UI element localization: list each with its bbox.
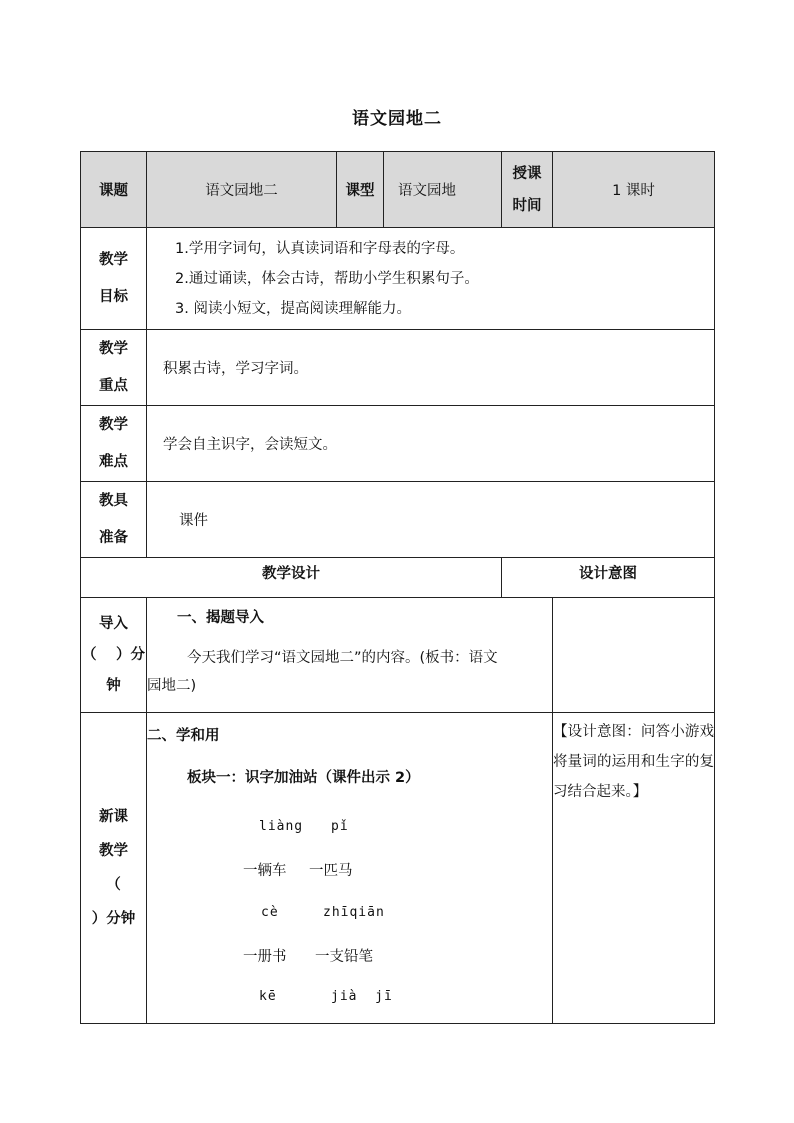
- objectives-row: [81, 228, 715, 330]
- block-title: 板块一：识字加油站（课件出示 2）: [187, 770, 420, 786]
- materials-label: [81, 482, 147, 558]
- pinyin-pi: pǐ: [331, 819, 349, 834]
- time-label: [502, 152, 553, 228]
- type-label: 课型: [337, 152, 384, 228]
- difficulties-label: [81, 406, 147, 482]
- intro-text-line-1: 今天我们学习“语文园地二”的内容。(板书：语文: [187, 650, 498, 666]
- pinyin-liang: liàng: [259, 819, 304, 834]
- type-value: 语文园地: [384, 152, 502, 228]
- objective-item: 2.通过诵读，体会古诗，帮助小学生积累句子。: [175, 270, 479, 287]
- new-lesson-content: [147, 713, 553, 1024]
- new-lesson-label-line-4: ）分钟: [91, 911, 136, 927]
- measure-word-exercise: [147, 795, 552, 1010]
- difficulties-label-line-2: 难点: [99, 453, 128, 470]
- objectives-label-line-2: 目标: [99, 288, 128, 305]
- key-points-text: 积累古诗，学习字词。: [147, 330, 715, 406]
- objective-item: 1.学用字词句，认真读词语和字母表的字母。: [175, 240, 465, 257]
- pinyin-jia-ji: jià jī: [331, 989, 393, 1004]
- word-yi-zhi-qian-bi: 一支铅笔: [315, 949, 373, 965]
- time-label-line-1: 授课: [512, 165, 542, 182]
- materials-label-line-1: 教具: [99, 492, 128, 509]
- time-value: 1 课时: [553, 152, 715, 228]
- key-points-label: [81, 330, 147, 406]
- difficulties-row: [81, 406, 715, 482]
- objectives-label-line-1: 教学: [99, 251, 128, 268]
- difficulties-text: 学会自主识字，会读短文。: [147, 406, 715, 482]
- design-heading: 教学设计: [81, 558, 502, 598]
- new-lesson-label-line-2: 教学: [99, 843, 128, 859]
- intro-label-line-2: （ ）分: [81, 646, 146, 663]
- new-lesson-heading: 二、学和用: [147, 728, 220, 744]
- materials-label-line-2: 准备: [99, 529, 128, 546]
- course-label: 课题: [81, 152, 147, 228]
- course-value: 语文园地二: [147, 152, 337, 228]
- objectives-label: [81, 228, 147, 330]
- intro-heading: 一、揭题导入: [177, 610, 264, 626]
- intro-intent: [553, 598, 715, 713]
- pinyin-zhiqian: zhīqiān: [323, 905, 385, 920]
- lesson-plan-table: [80, 151, 715, 1024]
- new-lesson-label-line-1: 新课: [99, 809, 128, 825]
- intro-text-line-2: 园地二): [147, 678, 197, 694]
- key-points-row: [81, 330, 715, 406]
- intro-label: [81, 598, 147, 713]
- new-lesson-row: [81, 713, 715, 1024]
- pinyin-ce: cè: [261, 905, 279, 920]
- intro-content: [147, 598, 553, 713]
- new-lesson-label-line-3: （: [106, 877, 121, 893]
- word-yi-liang-che: 一辆车: [243, 863, 287, 879]
- pinyin-ke: kē: [259, 989, 277, 1004]
- intro-label-line-3: 钟: [106, 677, 121, 694]
- materials-row: [81, 482, 715, 558]
- difficulties-label-line-1: 教学: [99, 416, 128, 433]
- time-label-line-2: 时间: [512, 197, 542, 214]
- word-yi-pi-ma: 一匹马: [309, 863, 353, 879]
- new-lesson-intent: [553, 713, 715, 1024]
- key-points-label-line-1: 教学: [99, 340, 128, 357]
- objectives-content: [147, 228, 715, 330]
- intent-heading: 设计意图: [502, 558, 715, 598]
- design-intent-text: 【设计意图：问答小游戏将量词的运用和生字的复习结合起来。】: [553, 724, 714, 800]
- materials-text: 课件: [147, 482, 715, 558]
- objective-item: 3. 阅读小短文，提高阅读理解能力。: [175, 300, 411, 317]
- intro-row: [81, 598, 715, 713]
- design-header-row: [81, 558, 715, 598]
- header-row: [81, 152, 715, 228]
- intro-label-line-1: 导入: [99, 615, 128, 632]
- page-title: 语文园地二: [352, 109, 442, 129]
- new-lesson-label: [81, 713, 147, 1024]
- word-yi-ce-shu: 一册书: [243, 949, 287, 965]
- key-points-label-line-2: 重点: [99, 377, 128, 394]
